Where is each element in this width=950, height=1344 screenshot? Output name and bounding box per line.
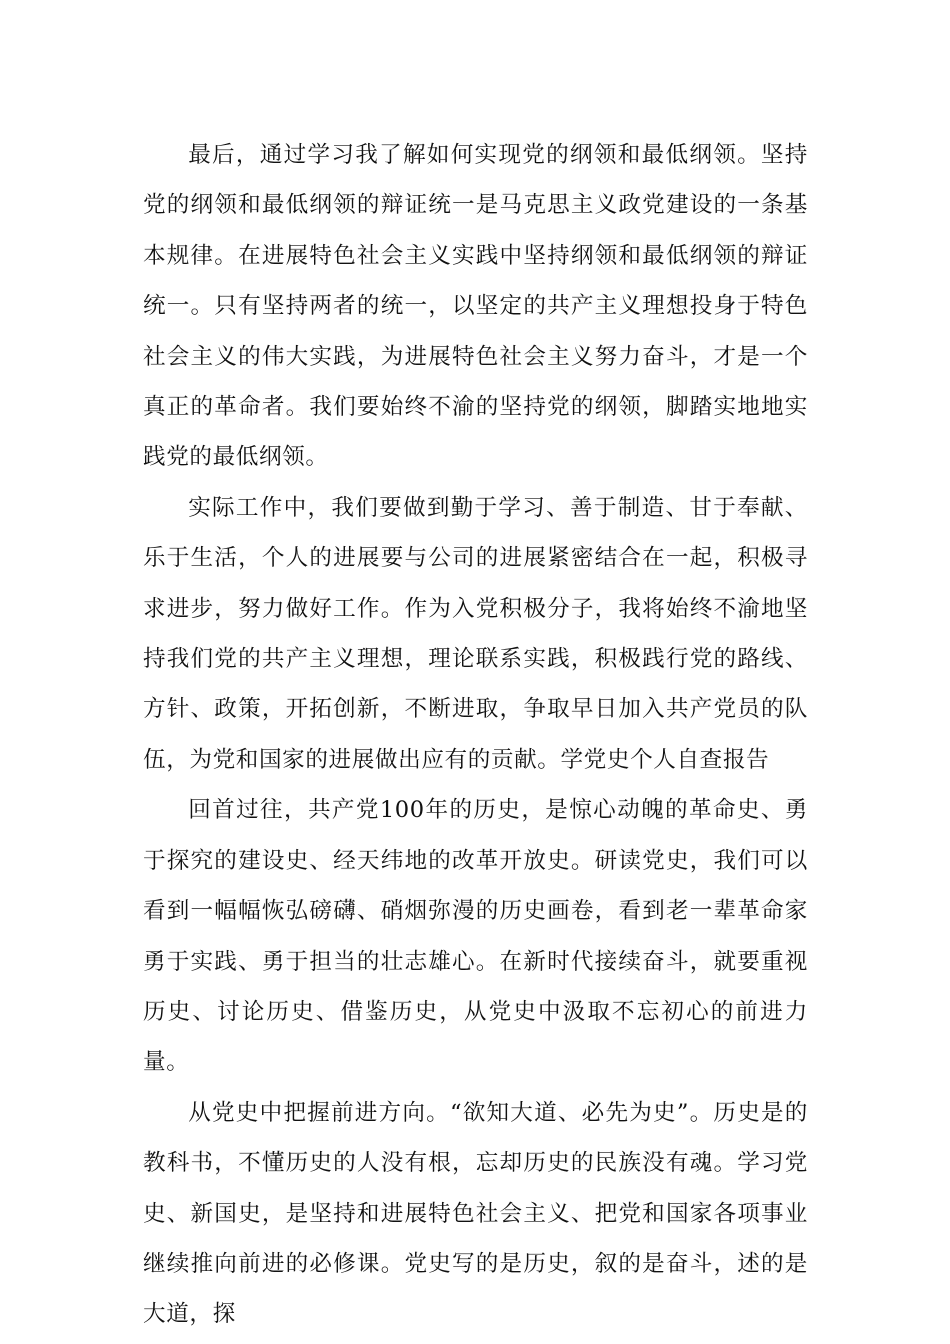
paragraph-party-history-review: 回首过往，共产党100年的历史，是惊心动魄的革命史、勇于探究的建设史、经天纬地的改革开放史。研读党史，我们可以看到一幅幅恢弘磅礴、硝烟弥漫的历史画卷，看到老一辈革命家勇于实践、勇于担当的壮志雄心。在新时代接续奋斗，就要重视历史、讨论历史、借鉴历史，从党史中汲取不忘初心的前进力量。 xyxy=(143,797,808,1076)
document-body xyxy=(143,130,808,1340)
paragraph-practical-work: 实际工作中，我们要做到勤于学习、善于制造、甘于奉献、乐于生活，个人的进展要与公司的进展紧密结合在一起，积极寻求进步，努力做好工作。作为入党积极分子，我将始终不渝地坚持我们党的共产主义理想，理论联系实践，积极践行党的路线、方针、政策，开拓创新，不断进取，争取早日加入共产党员的队伍，为党和国家的进展做出应有的贡献。学党史个人自查报告 xyxy=(143,494,808,773)
paragraph-history-direction: 从党史中把握前进方向。“欲知大道、必先为史”。历史是的教科书，不懂历史的人没有根，忘却历史的民族没有魂。学习党史、新国史，是坚持和进展特色社会主义、把党和国家各项事业继续推向前进的必修课。党史写的是历史，叙的是奋斗，述的是大道，探 xyxy=(143,1099,808,1328)
paragraph-party-program: 最后，通过学习我了解如何实现党的纲领和最低纲领。坚持党的纲领和最低纲领的辩证统一是马克思主义政党建设的一条基本规律。在进展特色社会主义实践中坚持纲领和最低纲领的辩证统一。只有坚持两者的统一，以坚定的共产主义理想投身于特色社会主义的伟大实践，为进展特色社会主义努力奋斗，才是一个真正的革命者。我们要始终不渝的坚持党的纲领，脚踏实地地实践党的最低纲领。 xyxy=(143,142,808,471)
